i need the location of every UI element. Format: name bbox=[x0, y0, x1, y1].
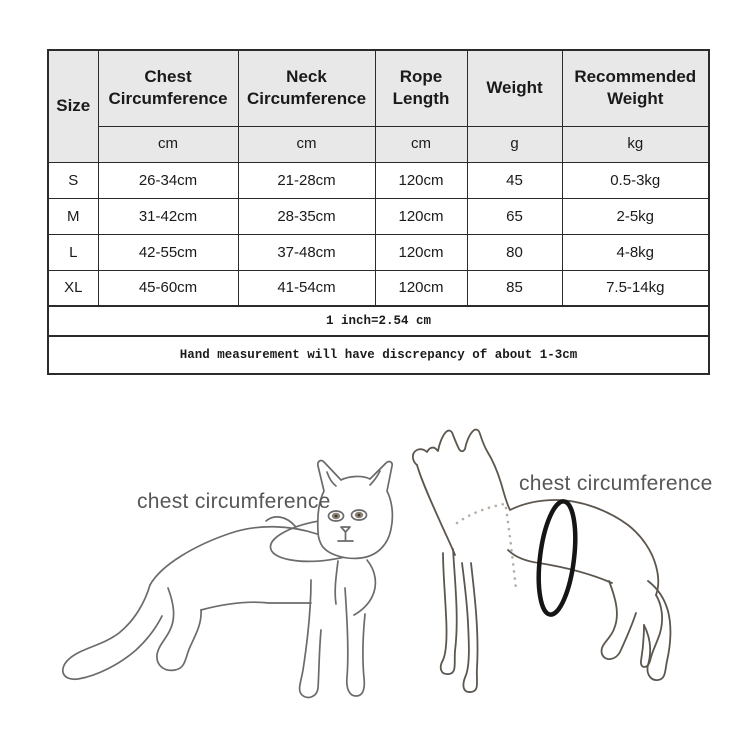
cat-front-leg-far bbox=[345, 588, 365, 696]
cat-back-line bbox=[150, 527, 317, 585]
note-inch-conversion: 1 inch=2.54 cm bbox=[48, 306, 709, 336]
cat-belly-line bbox=[201, 602, 311, 610]
cell-size: M bbox=[48, 198, 98, 234]
dog-chest-dotted-line bbox=[506, 508, 516, 589]
cell-rope: 120cm bbox=[375, 162, 467, 198]
cell-chest: 26-34cm bbox=[98, 162, 238, 198]
cat-pupil-left bbox=[335, 515, 338, 518]
dog-chest-edge bbox=[417, 465, 455, 555]
dog-tail bbox=[641, 595, 662, 667]
cell-recommended: 2-5kg bbox=[562, 198, 709, 234]
unit-recommended: kg bbox=[562, 126, 709, 162]
table-row-s bbox=[48, 162, 709, 198]
cell-neck: 21-28cm bbox=[238, 162, 375, 198]
col-header-weight: Weight bbox=[467, 50, 562, 126]
cat-pupil-right bbox=[358, 514, 361, 517]
table-row-xl bbox=[48, 270, 709, 306]
units-row bbox=[48, 126, 709, 162]
cat-front-leg-near bbox=[300, 580, 321, 697]
cell-chest: 31-42cm bbox=[98, 198, 238, 234]
unit-chest: cm bbox=[98, 126, 238, 162]
col-header-rope: Rope Length bbox=[375, 50, 467, 126]
cell-recommended: 4-8kg bbox=[562, 234, 709, 270]
header-row bbox=[48, 50, 709, 126]
cat-tail bbox=[63, 585, 162, 679]
dog-neck-dotted-line bbox=[457, 504, 504, 523]
unit-weight: g bbox=[467, 126, 562, 162]
cat-chest-line bbox=[354, 560, 375, 615]
cell-neck: 41-54cm bbox=[238, 270, 375, 306]
dog-front-leg-near bbox=[441, 549, 457, 674]
cat-illustration bbox=[55, 438, 420, 733]
cell-rope: 120cm bbox=[375, 198, 467, 234]
unit-neck: cm bbox=[238, 126, 375, 162]
col-header-chest: Chest Circumference bbox=[98, 50, 238, 126]
cell-size: S bbox=[48, 162, 98, 198]
dog-belly-line bbox=[508, 550, 612, 583]
note-row-inch bbox=[48, 306, 709, 336]
dog-outline bbox=[413, 430, 658, 595]
col-header-recommended: Recommended Weight bbox=[562, 50, 709, 126]
table-row-l bbox=[48, 234, 709, 270]
dog-illustration bbox=[405, 423, 750, 735]
cell-weight: 65 bbox=[467, 198, 562, 234]
cell-size: L bbox=[48, 234, 98, 270]
cell-neck: 37-48cm bbox=[238, 234, 375, 270]
note-row-discrepancy bbox=[48, 336, 709, 374]
cat-shoulder-line bbox=[266, 517, 295, 526]
cell-recommended: 7.5-14kg bbox=[562, 270, 709, 306]
col-header-neck: Neck Circumference bbox=[238, 50, 375, 126]
dog-front-leg-far bbox=[462, 563, 478, 692]
cat-chest-inner-line bbox=[335, 561, 338, 604]
cat-chest-circumference-label: chest circumference bbox=[137, 490, 331, 513]
cell-rope: 120cm bbox=[375, 270, 467, 306]
cell-weight: 45 bbox=[467, 162, 562, 198]
unit-rope: cm bbox=[375, 126, 467, 162]
note-measurement-discrepancy: Hand measurement will have discrepancy of about 1-3cm bbox=[48, 336, 709, 374]
cat-hind-leg bbox=[157, 588, 201, 670]
cell-recommended: 0.5-3kg bbox=[562, 162, 709, 198]
cell-size: XL bbox=[48, 270, 98, 306]
col-header-size: Size bbox=[48, 50, 98, 162]
cell-chest: 42-55cm bbox=[98, 234, 238, 270]
table-row-m bbox=[48, 198, 709, 234]
dog-chest-loop bbox=[533, 499, 581, 616]
cell-weight: 85 bbox=[467, 270, 562, 306]
dog-chest-circumference-label: chest circumference bbox=[519, 472, 713, 495]
cell-neck: 28-35cm bbox=[238, 198, 375, 234]
cell-rope: 120cm bbox=[375, 234, 467, 270]
dog-hind-leg-near bbox=[601, 581, 636, 659]
size-table bbox=[47, 49, 710, 375]
cell-chest: 45-60cm bbox=[98, 270, 238, 306]
cell-weight: 80 bbox=[467, 234, 562, 270]
